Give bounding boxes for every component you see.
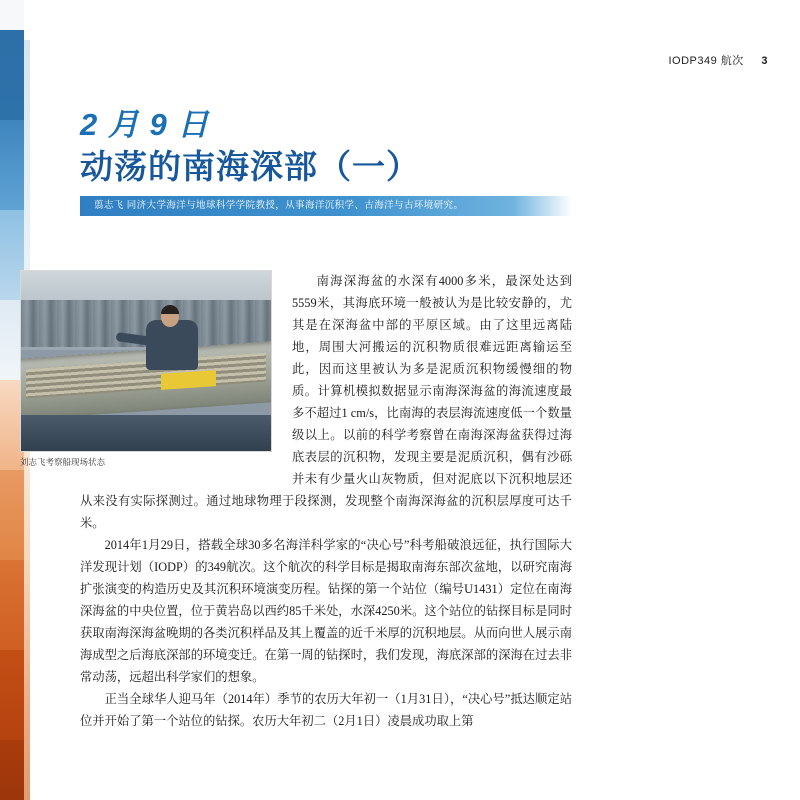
page-number: 3 xyxy=(761,55,768,67)
article-title: 动荡的南海深部（一） xyxy=(80,148,420,186)
running-head-text: IODP349 航次 xyxy=(668,55,744,67)
figure-text-wrap-spacer xyxy=(80,270,292,470)
body-paragraph-1: 南海深海盆的水深有4000多米，最深处达到5559米，其海底环境一般被认为是比较安静的，尤其是在深海盆中部的平原区域。由了这里远离陆地，周围大河搬运的沉积物质很难远距离输运至此，因而这里被认为多是泥质沉积物缓慢细的物质。计算机模拟数据显示南海深海盆的海流速度最多不超过1 cm/s，比南海的表层海流速度低一个数量级以上。以前的科学考察曾在南海深海盆获得过海底表层的沉积物，发现主要是泥质沉积，偶有沙砾并未有少量火山灰物质，但对泥底以下沉积地层还从来没有实际探测过。通过地球物理于段探测，发现整个南海深海盆的沉积层厚度可达千米。 xyxy=(80,274,572,530)
figure-caption: 刘志飞考察船现场状态 xyxy=(20,457,106,467)
article-body xyxy=(80,270,572,732)
body-paragraph-3: 正当全球华人迎马年（2014年）季节的农历大年初一（1月31日），“决心号”抵达顺定站位并开始了第一个站位的钻探。农历大年初二（2月1日）凌晨成功取上第 xyxy=(80,692,572,728)
title-block xyxy=(80,108,580,186)
body-paragraph-2: 2014年1月29日，搭载全球30多名海洋科学家的“决心号”科考船破浪远征，执行国际大洋发现计划（IODP）的349航次。这个航次的科学目标是揭取南海东部次盆地，以研究南海扩张演变的构造历史及其沉积环境演变历程。钻探的第一个站位（编号U1431）定位在南海深海盆的中央位置，位于黄岩岛以西约85千米处，水深4250米。这个站位的钻探目标是同时获取南海深海盆晚期的各类沉积样品及其上覆盖的近千米厚的沉积地层。从而向世人展示南海成型之后海底深部的环境变迁。在第一周的钻探时，我们发现，海底深部的深海在过去非常动荡，远超出科学家们的想象。 xyxy=(80,538,572,684)
author-byline-ribbon: 翦志飞 同济大学海洋与地球科学学院教授，从事海洋沉积学、古海洋与古环境研究。 xyxy=(80,196,572,216)
article-date: 2 月 9 日 xyxy=(80,107,210,142)
running-header xyxy=(669,52,769,68)
